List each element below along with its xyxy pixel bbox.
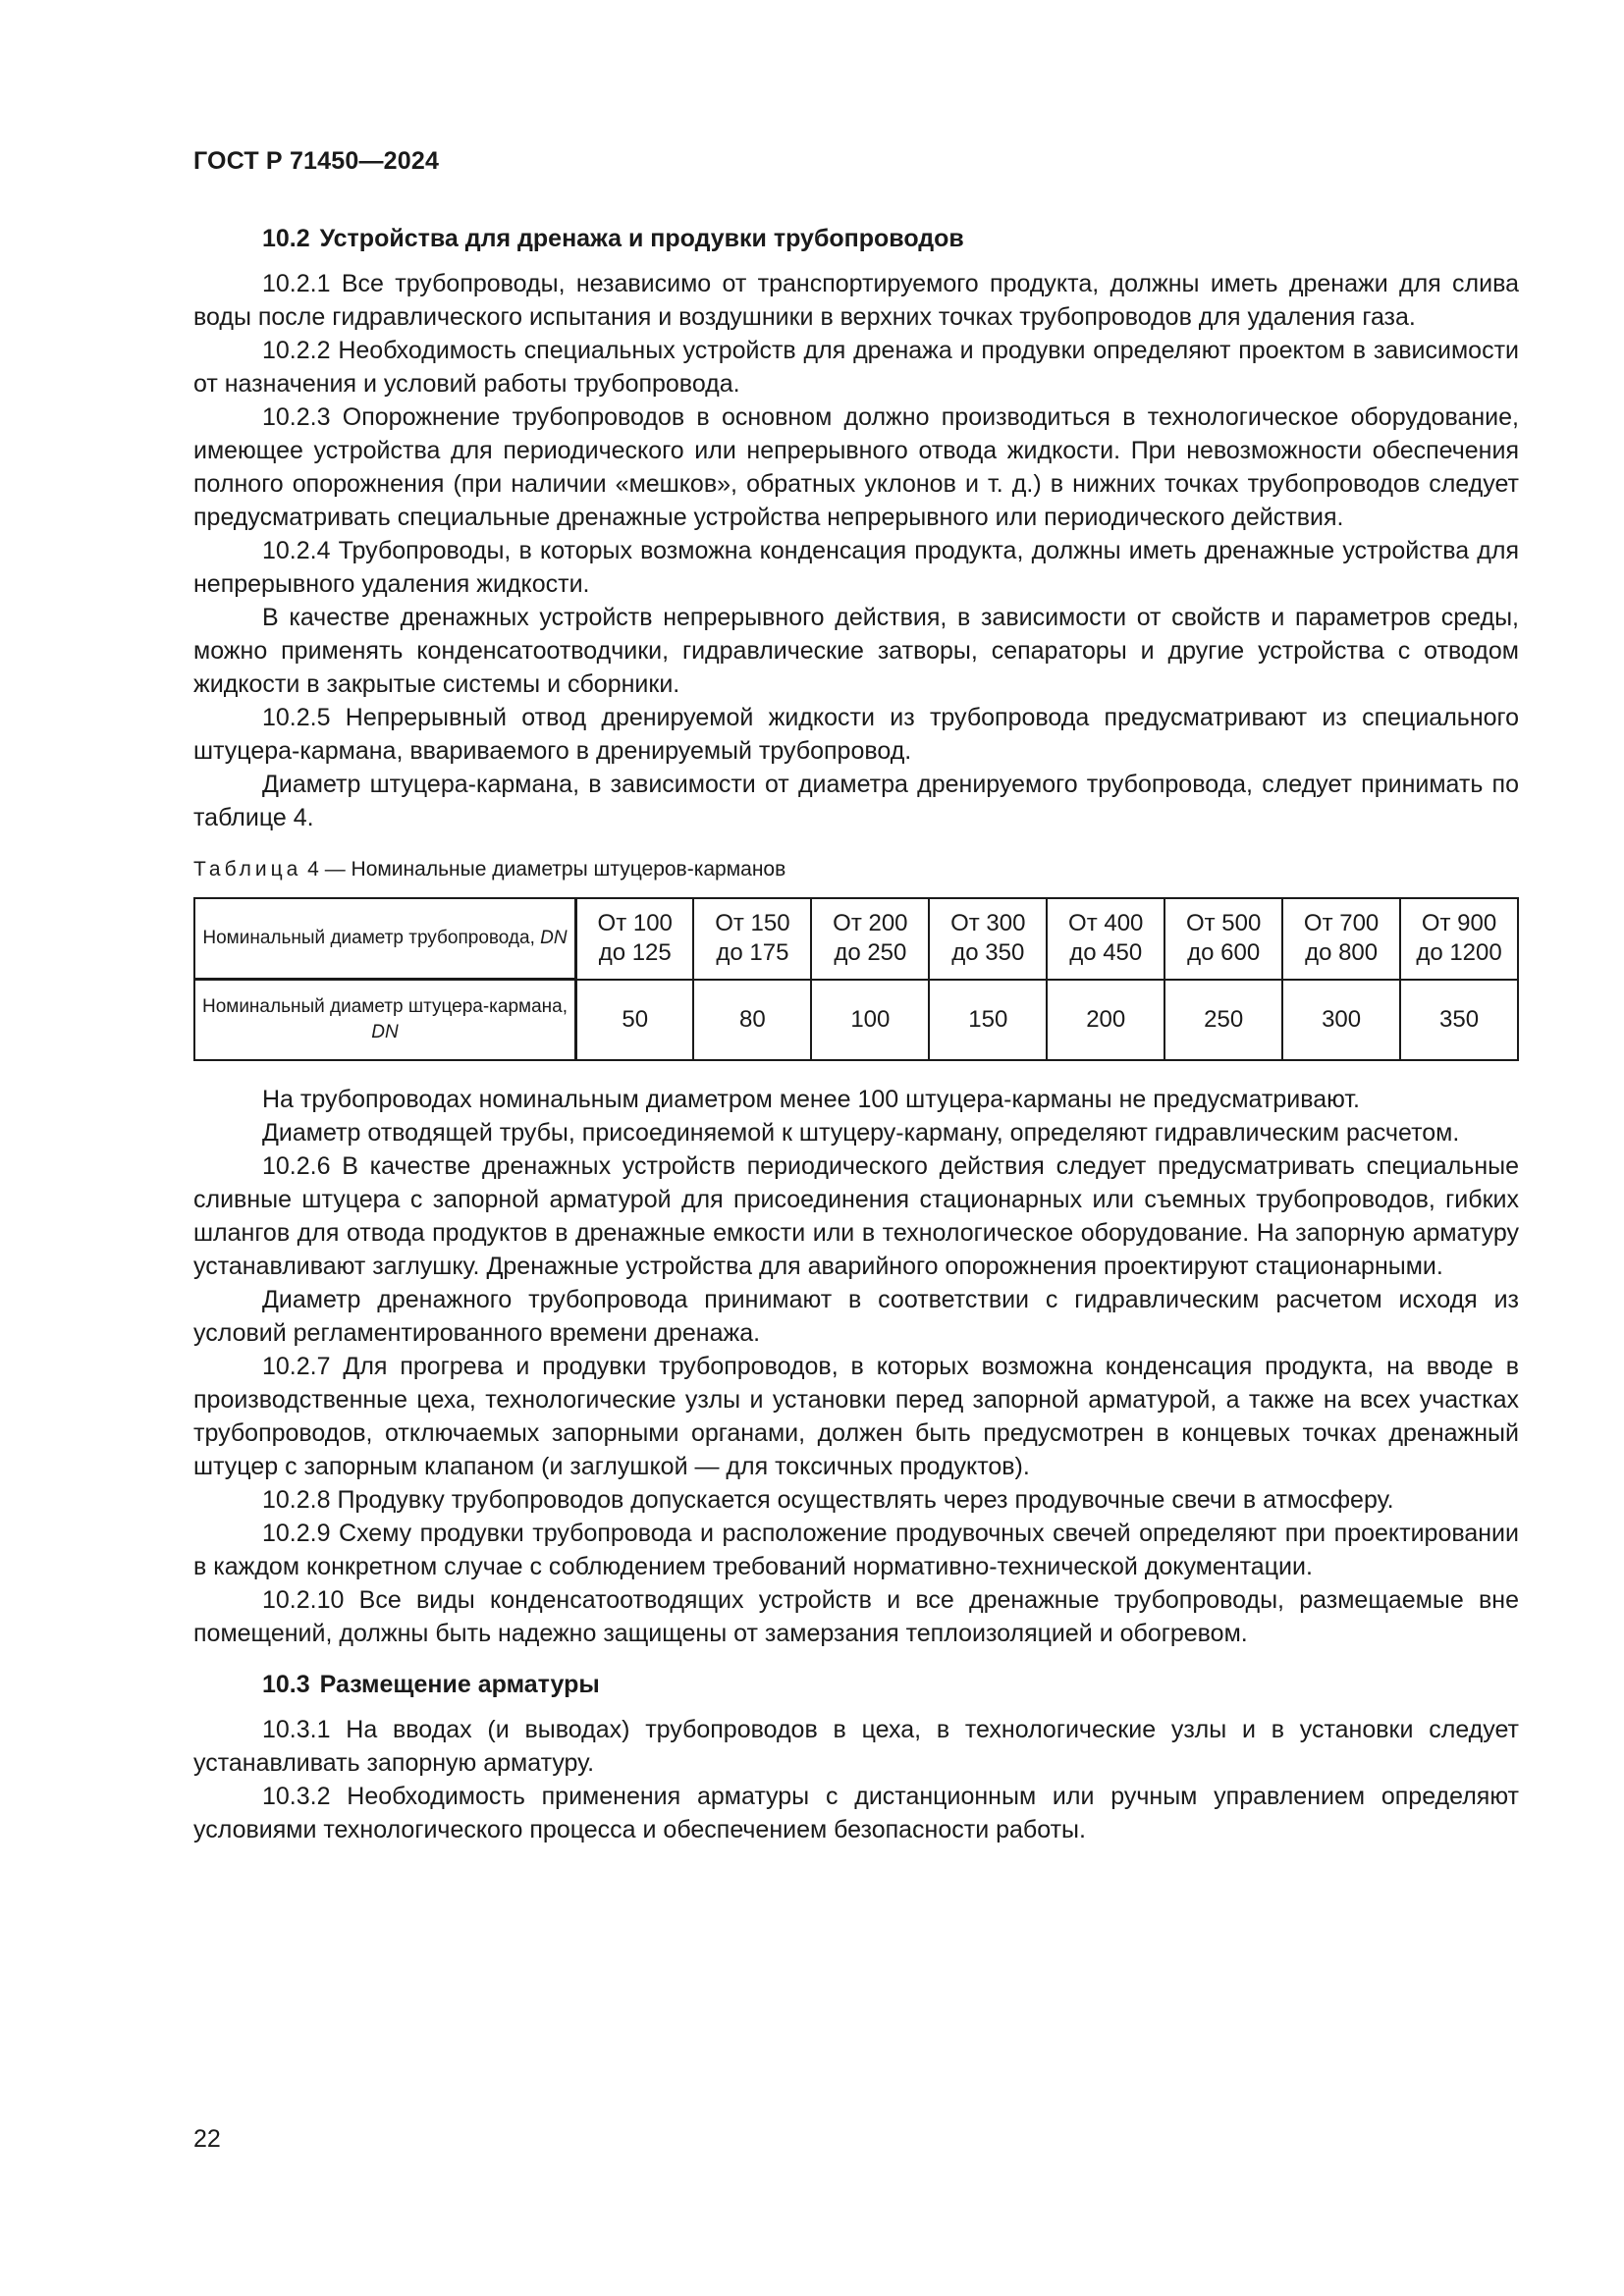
range-to: до 800 [1305,939,1379,967]
range-from: От 100 [597,910,673,937]
row-header-pipeline-dn [194,898,576,980]
range-from: От 300 [950,910,1026,937]
section-title-text: Размещение арматуры [319,1671,600,1698]
range-from: От 900 [1421,910,1497,937]
range-cell [811,898,929,980]
table-caption [193,856,1519,883]
paragraph-10-3-2: 10.3.2 Необходимость применения арматуры с дистанционным или ручным управлением определяют условиями технологического процесса и обеспечением безопасности работы. [193,1783,1519,1843]
value-cell: 200 [1047,980,1164,1061]
paragraph-fitting-diameter: Диаметр штуцера-кармана, в зависимости от диаметра дренируемого трубопровода, следует принимать по таблице 4. [193,771,1519,831]
section-spacer [193,1650,1519,1668]
paragraph-10-2-9: 10.2.9 Схему продувки трубопровода и расположение продувочных свечей определяют при проектировании в каждом конкретном случае с соблюдением требований нормативно-технической документации. [193,1520,1519,1580]
paragraph-10-3-1: 10.3.1 На вводах (и выводах) трубопроводов в цеха, в технологические узлы и в установки следует устанавливать запорную арматуру. [193,1716,1519,1777]
table-row-pipeline-dn [194,898,1518,980]
page-number: 22 [193,2125,221,2153]
paragraph-10-2-7: 10.2.7 Для прогрева и продувки трубопроводов, в которых возможна конденсация продукта, на вводе в производственные цеха, технологические узлы и установки перед запорной арматурой, а также на всех участках трубопроводов, отключаемых запорными органами, должен быть предусмотрен в концевых точках дренажный штуцер с запорным клапаном (и заглушкой — для токсичных продуктов). [193,1353,1519,1480]
range-cell [929,898,1047,980]
paragraph-10-2-1: 10.2.1 Все трубопроводы, независимо от транспортируемого продукта, должны иметь дренажи для слива воды после гидравлического испытания и воздушники в верхних точках трубопроводов для удаления газа. [193,270,1519,331]
paragraph-10-2-5: 10.2.5 Непрерывный отвод дренируемой жидкости из трубопровода предусматривают из специального штуцера-кармана, ввариваемого в дренируемый трубопровод. [193,704,1519,765]
paragraph-10-2-4: 10.2.4 Трубопроводы, в которых возможна конденсация продукта, должны иметь дренажные устройства для непрерывного удаления жидкости. [193,537,1519,598]
range-from: От 400 [1068,910,1144,937]
paragraph-no-fittings-under-100: На трубопроводах номинальным диаметром менее 100 штуцера-карманы не предусматривают. [262,1086,1360,1113]
table-caption-prefix: Таблица [193,858,302,881]
paragraph-outlet-pipe-diameter: Диаметр отводящей трубы, присоединяемой к штуцеру-карману, определяют гидравлическим расчетом. [262,1119,1460,1147]
paragraph-10-2-8: 10.2.8 Продувку трубопроводов допускается осуществлять через продувочные свечи в атмосферу. [262,1486,1394,1514]
paragraph-10-2-6: 10.2.6 В качестве дренажных устройств периодического действия следует предусматривать специальные сливные штуцера с запорной арматурой для присоединения стационарных или съемных трубопроводов, гибких шлангов для отвода продуктов в дренажные емкости или в технологическое оборудование. На запорную арматуру устанавливают заглушку. Дренажные устройства для аварийного опорожнения проектируют стационарными. [193,1152,1519,1280]
range-to: до 1200 [1416,939,1502,967]
range-to: до 125 [598,939,672,967]
value-cell: 350 [1400,980,1518,1061]
section-title-text: Устройства для дренажа и продувки трубопроводов [319,225,964,252]
row-header-text: Номинальный диаметр штуцера-кармана, [201,996,568,1017]
range-cell [1047,898,1164,980]
row-header-fitting-dn [194,980,576,1061]
range-cell [1282,898,1400,980]
range-cell [576,898,694,980]
value-cell: 300 [1282,980,1400,1061]
row-header-text: Номинальный диаметр трубопровода, [202,928,541,948]
row-header-dn: DN [540,928,568,948]
range-cell [1400,898,1518,980]
value-cell: 50 [576,980,694,1061]
paragraph-drain-devices: В качестве дренажных устройств непрерывного действия, в зависимости от свойств и параметров среды, можно применять конденсатоотводчики, гидравлические затворы, сепараторы и другие устройства с отводом жидкости в закрытые системы и сборники. [193,604,1519,698]
range-to: до 600 [1187,939,1261,967]
section-heading-10-3 [193,1668,1519,1701]
document-id-header: ГОСТ Р 71450—2024 [193,147,440,175]
page-content [193,222,1519,1846]
range-from: От 700 [1303,910,1380,937]
value-cell: 150 [929,980,1047,1061]
range-cell [1164,898,1282,980]
paragraph-drain-pipe-diameter: Диаметр дренажного трубопровода принимают в соответствии с гидравлическим расчетом исходя из условий регламентированного времени дренажа. [193,1286,1519,1347]
value-cell: 80 [693,980,811,1061]
paragraph-10-2-10: 10.2.10 Все виды конденсатоотводящих устройств и все дренажные трубопроводы, размещаемые вне помещений, должны быть надежно защищены от замерзания теплоизоляцией и обогревом. [193,1586,1519,1647]
section-number: 10.3 [262,1671,310,1698]
paragraph-10-2-3: 10.2.3 Опорожнение трубопроводов в основном должно производиться в технологическое оборудование, имеющее устройства для периодического или непрерывного отвода жидкости. При невозможности обеспечения полного опорожнения (при наличии «мешков», обратных уклонов и т. д.) в нижних точках трубопроводов следует предусматривать специальные дренажные устройства непрерывного или периодического действия. [193,403,1519,531]
table-nominal-diameters [193,897,1519,1061]
table-row-fitting-dn [194,980,1518,1061]
row-header-dn: DN [371,1022,399,1042]
range-from: От 500 [1185,910,1262,937]
range-to: до 350 [951,939,1025,967]
range-to: до 250 [834,939,907,967]
range-cell [693,898,811,980]
section-heading-10-2 [193,222,1519,255]
value-cell: 100 [811,980,929,1061]
range-from: От 200 [833,910,908,937]
section-number: 10.2 [262,225,310,252]
table-caption-text: 4 — Номинальные диаметры штуцеров-карманов [301,858,786,881]
range-from: От 150 [715,910,790,937]
range-to: до 175 [716,939,789,967]
range-to: до 450 [1069,939,1143,967]
value-cell: 250 [1164,980,1282,1061]
paragraph-10-2-2: 10.2.2 Необходимость специальных устройств для дренажа и продувки определяют проектом в зависимости от назначения и условий работы трубопровода. [193,337,1519,398]
